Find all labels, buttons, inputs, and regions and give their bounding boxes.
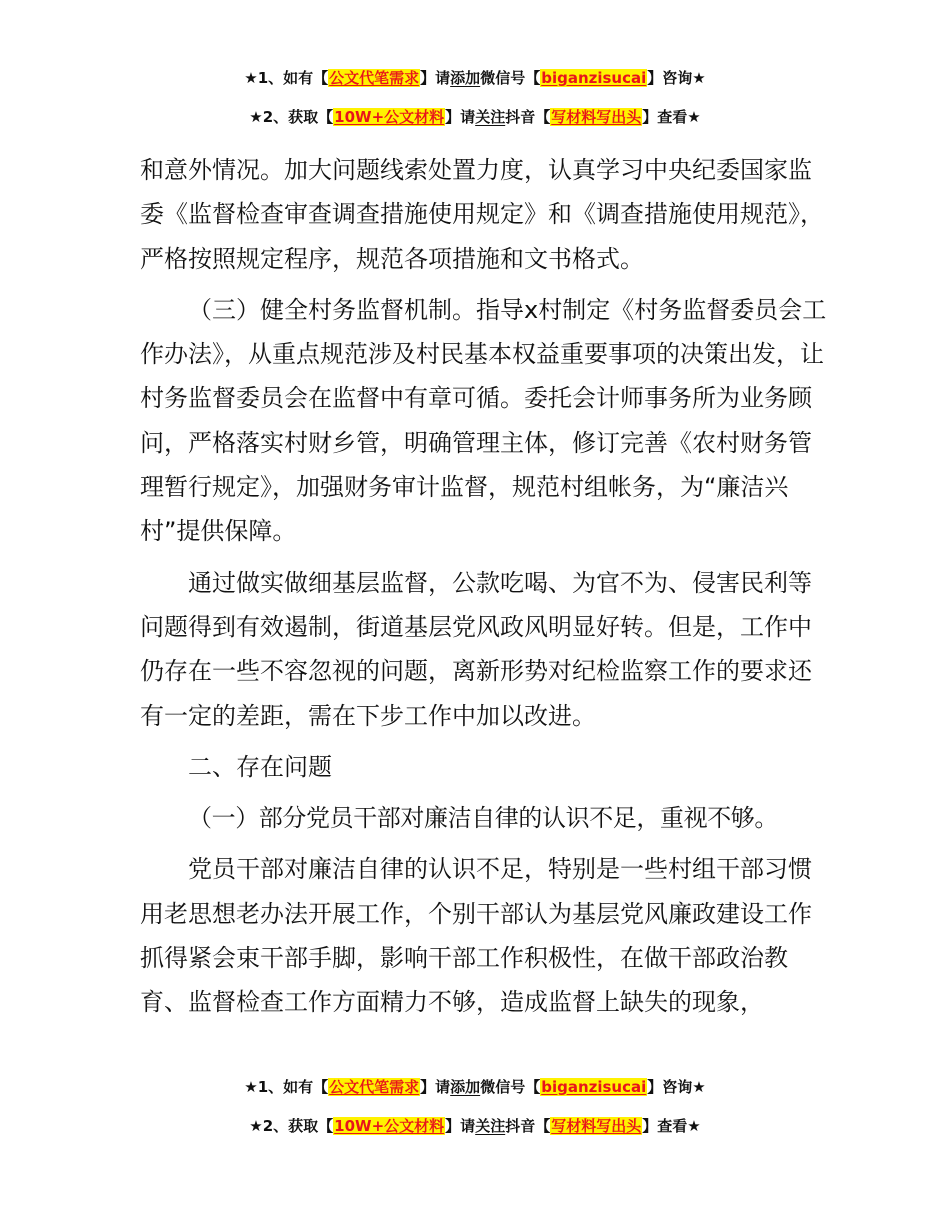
highlight-douyin-account: 写材料写出头 — [551, 108, 642, 126]
star-icon: ★ — [244, 1078, 258, 1096]
highlight-ghostwriting: 公文代笔需求 — [329, 1078, 420, 1096]
star-icon: ★ — [687, 108, 701, 126]
highlight-ghostwriting: 公文代笔需求 — [329, 69, 420, 87]
paragraph-summary: 通过做实做细基层监督，公款吃喝、为官不为、侵害民利等问题得到有效遏制，街道基层党风政风明显好转。但是，工作中仍存在一些不容忽视的问题，离新形势对纪检监察工作的要求还有一定的差距，需在下步工作中加以改进。 — [140, 568, 812, 730]
document-body — [140, 148, 830, 1025]
star-icon: ★ — [249, 1117, 263, 1135]
emphasis-add: 添加 — [450, 69, 481, 87]
promo-line-1-bottom: ★1、如有【公文代笔需求】请添加微信号【biganzisucai】咨询★ — [244, 1078, 706, 1096]
star-icon: ★ — [249, 108, 263, 126]
star-icon: ★ — [244, 69, 258, 87]
promo-line-2-bottom: ★2、获取【10W+公文材料】请关注抖音【写材料写出头】查看★ — [249, 1117, 701, 1135]
paragraph-problem-description: 党员干部对廉洁自律的认识不足，特别是一些村组干部习惯用老思想老办法开展工作，个别干部认为基层党风廉政建设工作抓得紧会束干部手脚，影响干部工作积极性，在做干部政治教育、监督检查工作方面精力不够，造成监督上缺失的现象， — [140, 855, 812, 1017]
highlight-wechat-id: biganzisucai — [541, 69, 647, 87]
star-icon: ★ — [692, 69, 706, 87]
highlight-wechat-id: biganzisucai — [541, 1078, 647, 1096]
paragraph-village-supervision: （三）健全村务监督机制。指导x村制定《村务监督委员会工作办法》，从重点规范涉及村民基本权益重要事项的决策出发，让村务监督委员会在监督中有章可循。委托会计师事务所为业务顾问，严格落实村财乡管，明确管理主体，修订完善《农村财务管理暂行规定》，加强财务审计监督，规范村组帐务，为“廉洁兴村”提供保障。 — [140, 295, 827, 546]
paragraph-continuation: 和意外情况。加大问题线索处置力度，认真学习中央纪委国家监委《监督检查审查调查措施使用规定》和《调查措施使用规范》，严格按照规定程序，规范各项措施和文书格式。 — [140, 156, 824, 273]
section-heading: 二、存在问题 — [188, 752, 332, 781]
emphasis-follow: 关注 — [475, 108, 506, 126]
highlight-douyin-account: 写材料写出头 — [551, 1117, 642, 1135]
highlight-materials: 10W+公文材料 — [334, 108, 445, 126]
star-icon: ★ — [687, 1117, 701, 1135]
subsection-heading: （一）部分党员干部对廉洁自律的认识不足，重视不够。 — [188, 804, 778, 833]
star-icon: ★ — [692, 1078, 706, 1096]
promo-line-2-top: ★2、获取【10W+公文材料】请关注抖音【写材料写出头】查看★ — [249, 108, 701, 126]
emphasis-add: 添加 — [450, 1078, 481, 1096]
promo-line-1-top: ★1、如有【公文代笔需求】请添加微信号【biganzisucai】咨询★ — [244, 69, 706, 87]
highlight-materials: 10W+公文材料 — [334, 1117, 445, 1135]
emphasis-follow: 关注 — [475, 1117, 506, 1135]
